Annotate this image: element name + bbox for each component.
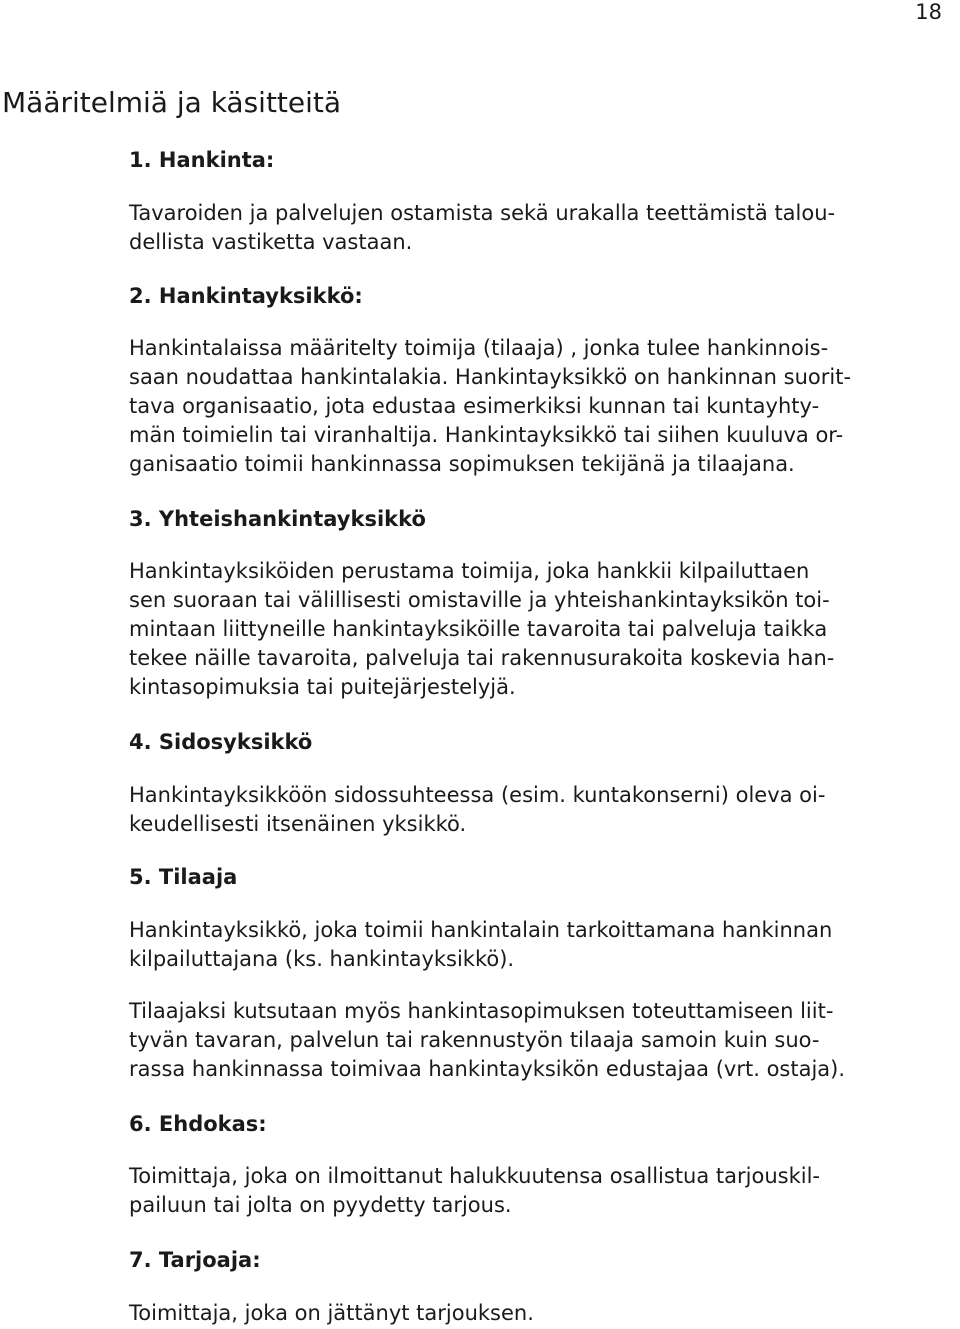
section-paragraph bbox=[129, 557, 834, 702]
text-line: pailuun tai jolta on pyydetty tarjous. bbox=[129, 1193, 512, 1217]
section-paragraph bbox=[129, 1299, 534, 1328]
text-line: mintaan liittyneille hankintayksiköille tavaroita tai palveluja taikka bbox=[129, 617, 828, 641]
page-number: 18 bbox=[915, 0, 942, 24]
section-paragraph bbox=[129, 1162, 820, 1220]
text-line: Tilaajaksi kutsutaan myös hankintasopimuksen toteuttamiseen liit- bbox=[129, 999, 834, 1023]
text-line: kilpailuttajana (ks. hankintayksikkö). bbox=[129, 947, 515, 971]
text-line: Toimittaja, joka on ilmoittanut halukkuutensa osallistua tarjouskil- bbox=[129, 1164, 820, 1188]
text-line: sen suoraan tai välillisesti omistaville ja yhteishankintayksikön toi- bbox=[129, 588, 830, 612]
text-line: rassa hankinnassa toimivaa hankintayksikön edustajaa (vrt. ostaja). bbox=[129, 1057, 846, 1081]
section-paragraph bbox=[129, 781, 825, 839]
text-line: kintasopimuksia tai puitejärjestelyjä. bbox=[129, 675, 516, 699]
text-line: dellista vastiketta vastaan. bbox=[129, 230, 413, 254]
text-line: ganisaatio toimii hankinnassa sopimuksen tekijänä ja tilaajana. bbox=[129, 452, 795, 476]
text-line: Hankintalaissa määritelty toimija (tilaaja) , jonka tulee hankinnois- bbox=[129, 336, 829, 360]
section-paragraph bbox=[129, 334, 851, 479]
text-line: Hankintayksiköiden perustama toimija, joka hankkii kilpailuttaen bbox=[129, 559, 810, 583]
section-heading: 5. Tilaaja bbox=[129, 865, 238, 889]
section-paragraph bbox=[129, 916, 832, 974]
text-line: keudellisesti itsenäinen yksikkö. bbox=[129, 812, 467, 836]
text-line: tava organisaatio, jota edustaa esimerkiksi kunnan tai kuntayhty- bbox=[129, 394, 820, 418]
page-title: Määritelmiä ja käsitteitä bbox=[2, 86, 342, 119]
section-heading: 7. Tarjoaja: bbox=[129, 1248, 261, 1272]
text-line: Hankintayksikköön sidossuhteessa (esim. kuntakonserni) oleva oi- bbox=[129, 783, 826, 807]
section-paragraph bbox=[129, 997, 845, 1084]
text-line: Hankintayksikkö, joka toimii hankintalain tarkoittamana hankinnan bbox=[129, 918, 833, 942]
text-line: Tavaroiden ja palvelujen ostamista sekä urakalla teettämistä talou- bbox=[129, 201, 836, 225]
text-line: män toimielin tai viranhaltija. Hankintayksikkö tai siihen kuuluva or- bbox=[129, 423, 844, 447]
section-heading: 1. Hankinta: bbox=[129, 148, 275, 172]
section-heading: 2. Hankintayksikkö: bbox=[129, 284, 363, 308]
text-line: tyvän tavaran, palvelun tai rakennustyön tilaaja samoin kuin suo- bbox=[129, 1028, 820, 1052]
section-paragraph bbox=[129, 199, 835, 257]
text-line: Toimittaja, joka on jättänyt tarjouksen. bbox=[129, 1301, 534, 1325]
section-heading: 4. Sidosyksikkö bbox=[129, 730, 313, 754]
text-line: saan noudattaa hankintalakia. Hankintayksikkö on hankinnan suorit- bbox=[129, 365, 852, 389]
section-heading: 6. Ehdokas: bbox=[129, 1112, 267, 1136]
text-line: tekee näille tavaroita, palveluja tai rakennusurakoita koskevia han- bbox=[129, 646, 835, 670]
section-heading: 3. Yhteishankintayksikkö bbox=[129, 507, 426, 531]
